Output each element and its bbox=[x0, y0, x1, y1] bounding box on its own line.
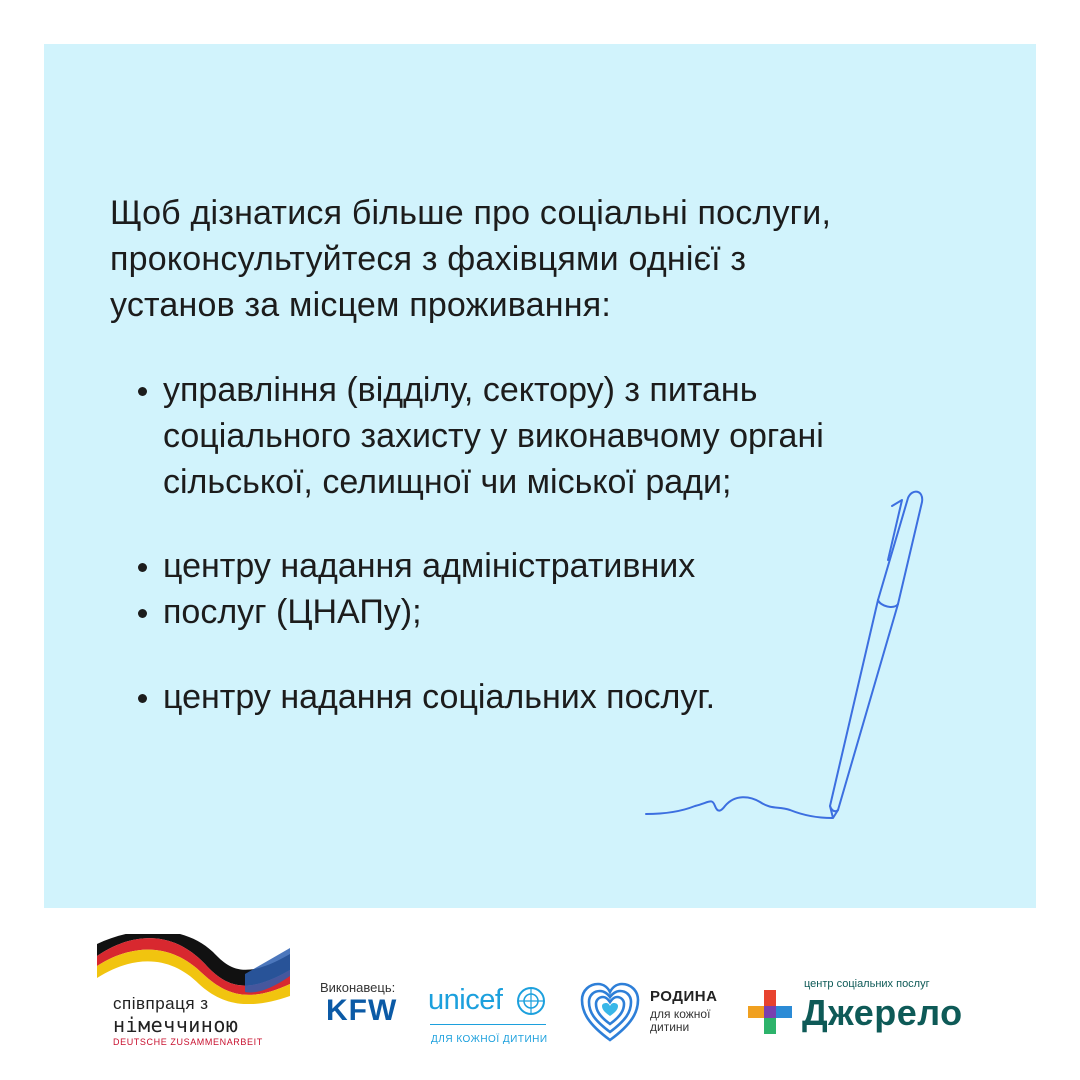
list-item-social-protection bbox=[163, 367, 963, 505]
executor-label: Виконавець: bbox=[320, 980, 396, 995]
rodyna-line-2: для кожної bbox=[650, 1007, 711, 1021]
intro-line-1: Щоб дізнатися більше про соціальні послуги, bbox=[110, 194, 832, 232]
german-logo-line-2: німеччиною bbox=[113, 1013, 239, 1037]
heart-rings-icon bbox=[580, 982, 640, 1044]
german-cooperation-logo bbox=[95, 934, 295, 1054]
kfw-logo bbox=[320, 980, 410, 1040]
list-item-line: центру надання соціальних послуг. bbox=[163, 678, 716, 716]
intro-line-2: проконсультуйтеся з фахівцями однієї з bbox=[110, 240, 747, 278]
dzherelo-subtitle: центр соціальних послуг bbox=[804, 978, 930, 990]
unicef-logo bbox=[428, 984, 558, 1054]
intro-text bbox=[110, 190, 970, 328]
german-logo-line-3: DEUTSCHE ZUSAMMENARBEIT bbox=[113, 1037, 263, 1047]
list-item-line: послуг (ЦНАПу); bbox=[163, 593, 422, 631]
list-item-line: соціального захисту у виконавчому органі bbox=[163, 417, 824, 455]
rodyna-title: РОДИНА bbox=[650, 988, 718, 1005]
kfw-wordmark: KFW bbox=[326, 994, 398, 1027]
german-logo-line-1: співпраця з bbox=[113, 994, 209, 1013]
bullet-dot bbox=[138, 563, 147, 572]
partners-footer bbox=[0, 908, 1080, 1080]
dzherelo-wordmark: Джерело bbox=[802, 992, 963, 1033]
unicef-globe-icon bbox=[516, 986, 546, 1016]
list-item-line: управління (відділу, сектору) з питань bbox=[163, 371, 758, 409]
rodyna-line-3: дитини bbox=[650, 1020, 690, 1034]
bullet-dot bbox=[138, 694, 147, 703]
unicef-tagline: ДЛЯ КОЖНОЇ ДИТИНИ bbox=[431, 1034, 548, 1045]
cross-flower-icon bbox=[748, 990, 792, 1034]
rodyna-logo bbox=[580, 982, 730, 1052]
intro-line-3: установ за місцем проживання: bbox=[110, 286, 611, 324]
list-item-line: центру надання адміністративних bbox=[163, 547, 696, 585]
pen-drawing-icon bbox=[640, 488, 940, 828]
dzherelo-logo bbox=[748, 978, 998, 1048]
unicef-divider bbox=[430, 1024, 546, 1025]
unicef-wordmark: unicef bbox=[428, 984, 503, 1016]
bullet-dot bbox=[138, 387, 147, 396]
list-item-line: сільської, селищної чи міської ради; bbox=[163, 463, 732, 501]
bullet-dot bbox=[138, 609, 147, 618]
